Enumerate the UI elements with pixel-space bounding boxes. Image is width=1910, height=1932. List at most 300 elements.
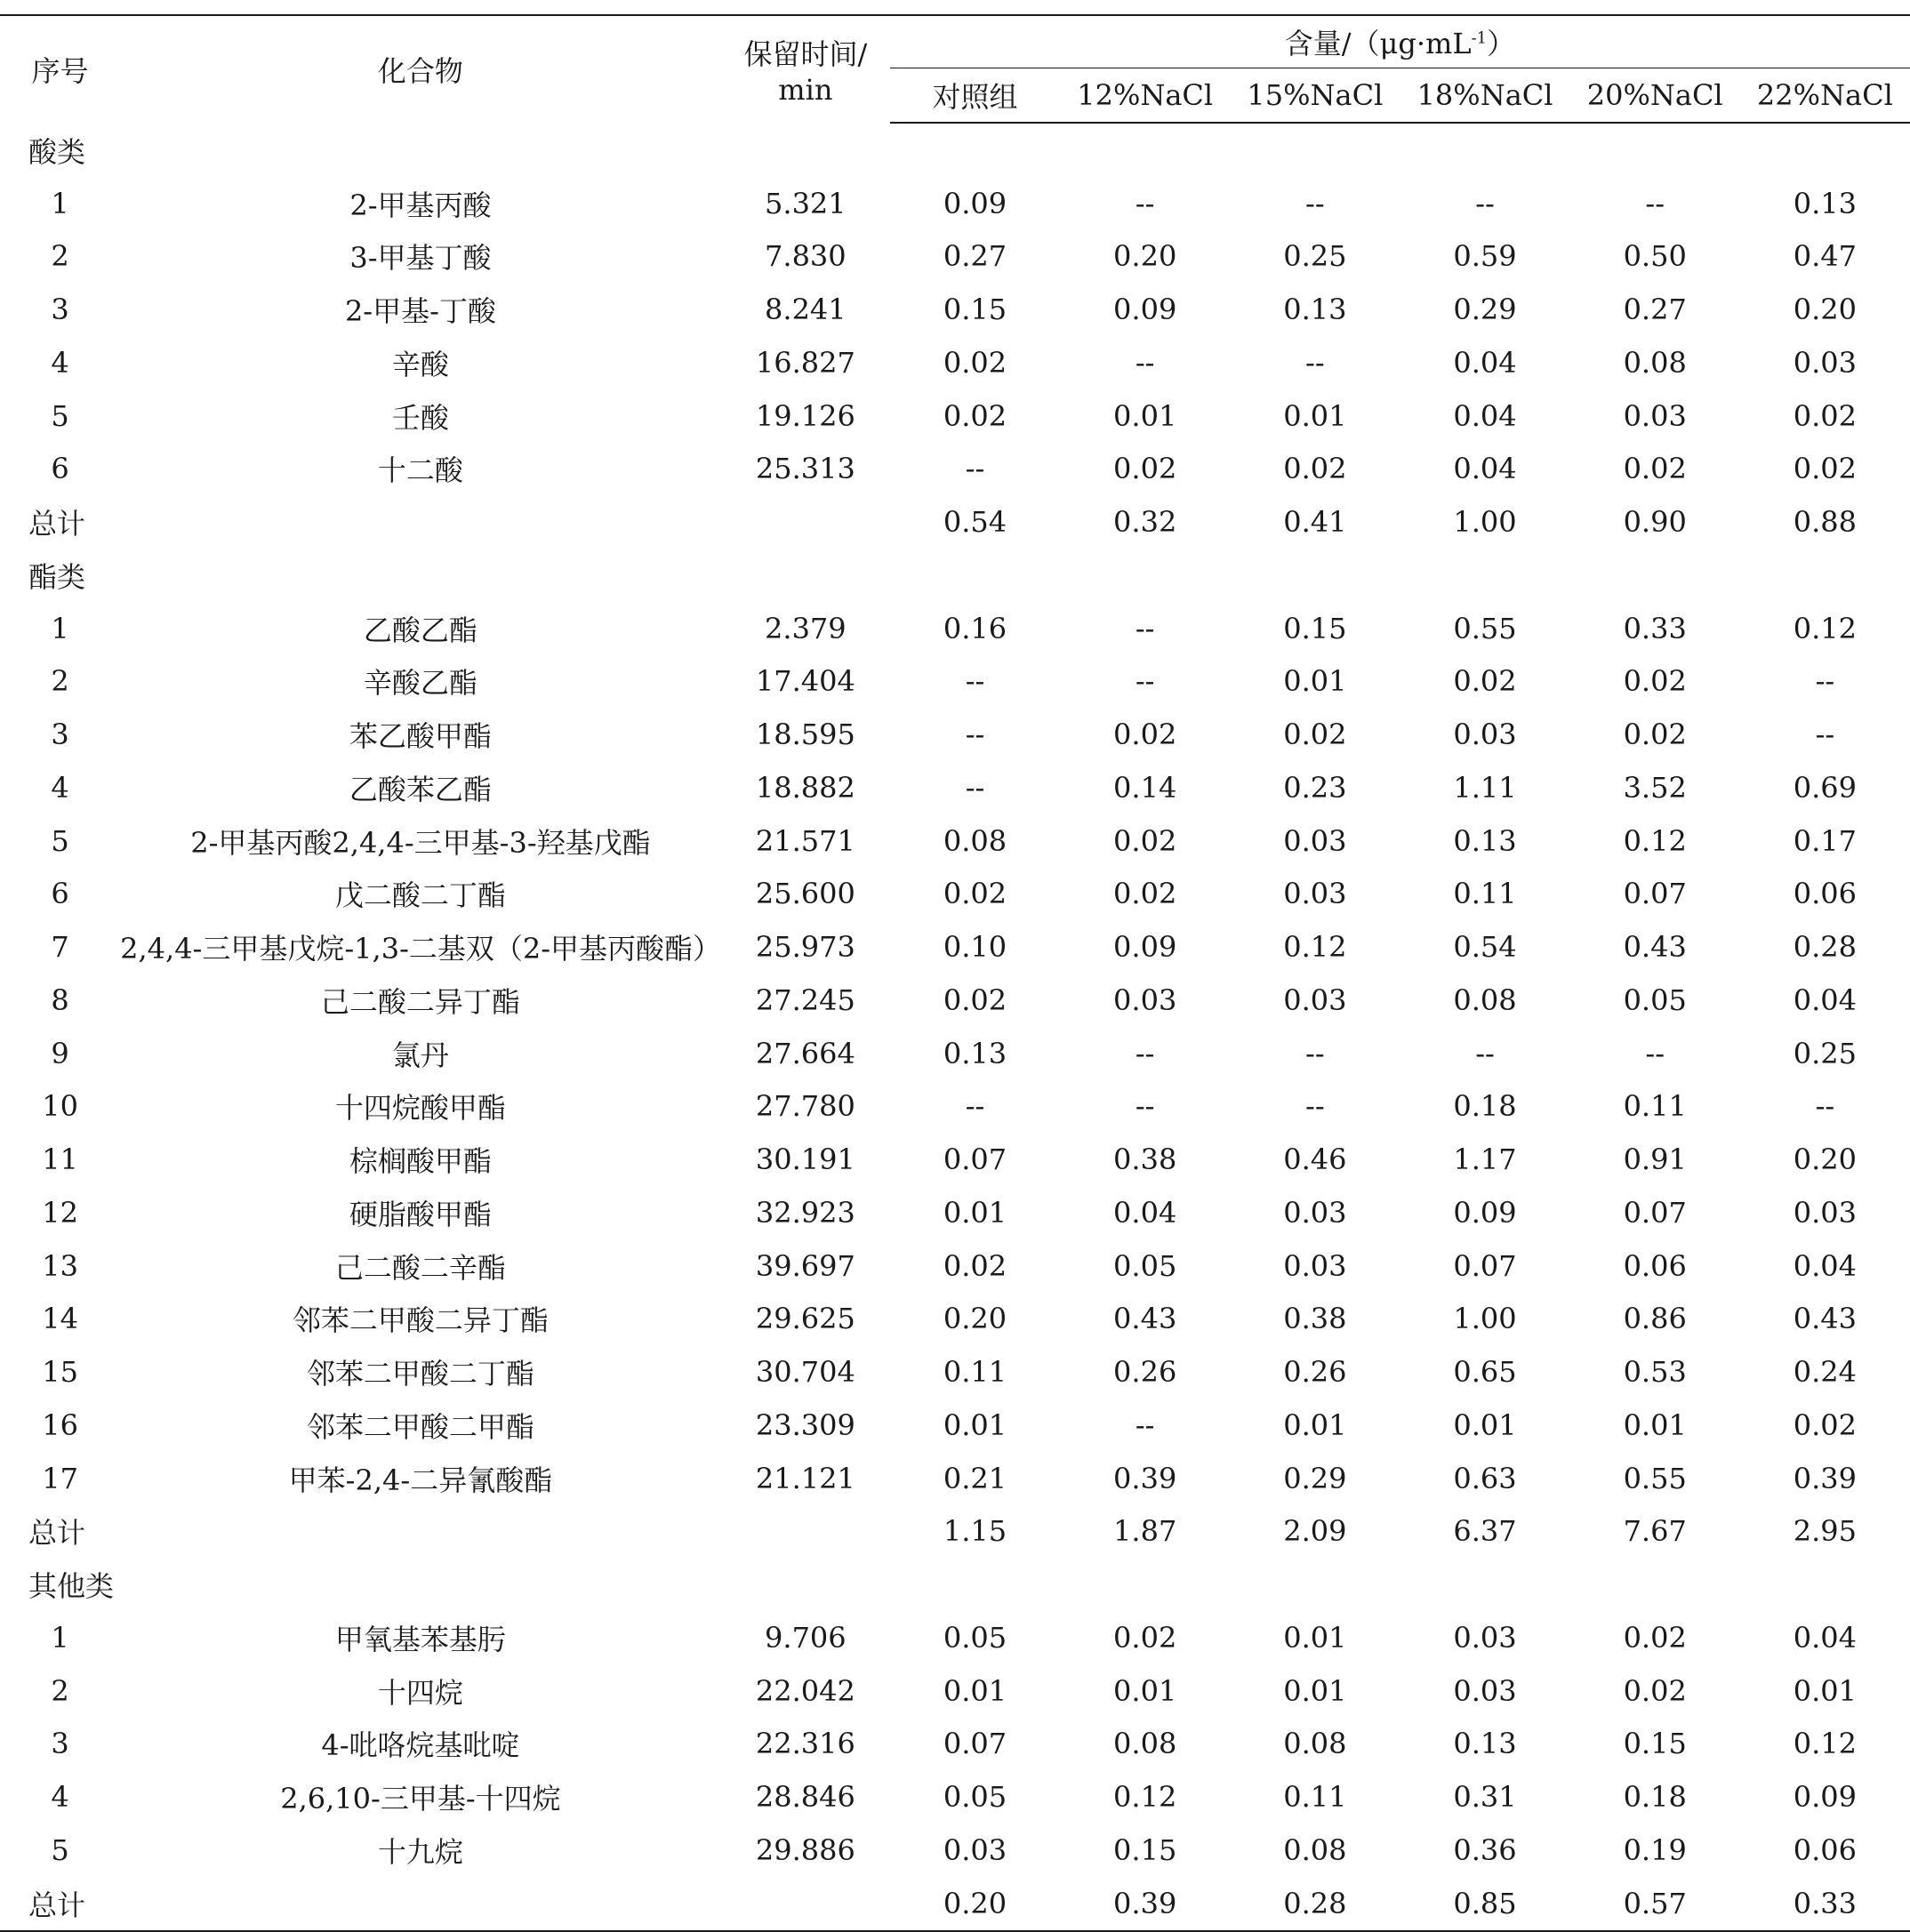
- cell-15nacl: 0.08: [1283, 1832, 1347, 1867]
- cell-control: 0.08: [943, 823, 1007, 858]
- total-empty: [120, 1505, 721, 1559]
- cell-compound: 氯丹: [391, 1038, 449, 1072]
- cell-index: 5: [51, 398, 69, 433]
- cell-retention-time: 39.697: [755, 1248, 855, 1283]
- cell-22nacl: 0.43: [1793, 1302, 1858, 1336]
- cell-15nacl: 0.38: [1283, 1302, 1347, 1336]
- cell-20nacl: 0.33: [1623, 611, 1687, 645]
- cell-18nacl: 0.08: [1453, 982, 1517, 1017]
- cell-index: 11: [42, 1142, 78, 1177]
- cell-15nacl: 0.11: [1283, 1780, 1347, 1815]
- cell-compound: 戊二酸二丁酯: [334, 878, 506, 913]
- cell-index: 6: [51, 877, 69, 911]
- header-content: [890, 15, 1910, 68]
- cell-12nacl: 0.14: [1113, 770, 1177, 805]
- cell-retention-time: 7.830: [765, 239, 847, 274]
- header-col-18nacl: 18%NaCl: [1400, 68, 1569, 124]
- section-title: 酸类: [28, 134, 86, 169]
- header-content-sup: -1: [1471, 28, 1488, 48]
- cell-control: 0.21: [943, 1461, 1007, 1495]
- cell-index: 12: [42, 1195, 78, 1230]
- cell-12nacl: 0.09: [1113, 930, 1177, 965]
- table-row: [0, 1239, 1910, 1293]
- cell-compound: 己二酸二异丁酯: [320, 984, 520, 1019]
- cell-18nacl: 0.09: [1453, 1195, 1517, 1230]
- total-value: 0.57: [1570, 1877, 1740, 1931]
- table-row: [0, 230, 1910, 284]
- cell-12nacl: --: [1135, 664, 1155, 699]
- cell-20nacl: 0.11: [1623, 1089, 1687, 1124]
- cell-retention-time: 9.706: [765, 1620, 847, 1655]
- total-value: 2.09: [1283, 1514, 1347, 1549]
- header-col-control: 对照组: [890, 68, 1060, 124]
- cell-index: 13: [42, 1248, 78, 1283]
- cell-18nacl: 0.03: [1453, 1673, 1517, 1708]
- cell-18nacl: 0.18: [1453, 1089, 1517, 1124]
- cell-18nacl: --: [1475, 1036, 1495, 1070]
- header-content-main: 含量/（μg·mL: [1284, 27, 1472, 60]
- header-col-20nacl: 20%NaCl: [1570, 68, 1740, 124]
- cell-20nacl: 0.50: [1623, 239, 1687, 274]
- total-value: 7.67: [1623, 1514, 1687, 1549]
- section-title: 酯类: [28, 559, 86, 594]
- total-empty: [721, 495, 890, 549]
- cell-control: 0.27: [943, 239, 1007, 274]
- table-row: [0, 1293, 1910, 1346]
- cell-control: 0.02: [943, 982, 1007, 1017]
- cell-20nacl: 0.02: [1623, 1620, 1687, 1655]
- table-row: [0, 814, 1910, 868]
- cell-retention-time: 23.309: [755, 1407, 855, 1442]
- cell-control: 0.01: [943, 1407, 1007, 1442]
- cell-compound: 甲氧基苯基肟: [334, 1622, 506, 1656]
- header-retention-time: [721, 15, 890, 123]
- total-value: 0.33: [1740, 1877, 1910, 1931]
- header-col-22nacl: 22%NaCl: [1740, 68, 1910, 124]
- cell-20nacl: 0.01: [1623, 1407, 1687, 1442]
- cell-12nacl: 0.01: [1113, 1673, 1177, 1708]
- cell-index: 4: [51, 345, 69, 380]
- cell-22nacl: 0.09: [1793, 1780, 1858, 1815]
- cell-15nacl: 0.01: [1283, 1407, 1347, 1442]
- cell-22nacl: 0.20: [1793, 1142, 1858, 1177]
- cell-control: 0.20: [943, 1302, 1007, 1336]
- cell-22nacl: 0.12: [1793, 1727, 1858, 1761]
- table-row: [0, 1133, 1910, 1186]
- cell-18nacl: 0.13: [1453, 823, 1517, 858]
- total-empty: [721, 1877, 890, 1931]
- total-value: 2.95: [1793, 1514, 1858, 1549]
- cell-compound: 2,6,10-三甲基-十四烷: [280, 1782, 561, 1816]
- cell-control: 0.02: [943, 398, 1007, 433]
- cell-index: 9: [51, 1036, 69, 1070]
- cell-retention-time: 25.600: [755, 877, 855, 911]
- header-content-close: ）: [1487, 27, 1516, 60]
- cell-retention-time: 30.704: [755, 1355, 855, 1390]
- table-row: [0, 655, 1910, 709]
- table-row: [0, 336, 1910, 389]
- table-row: [0, 177, 1910, 230]
- header-index: 序号: [0, 15, 120, 123]
- cell-22nacl: 0.39: [1793, 1461, 1858, 1495]
- cell-12nacl: 0.02: [1113, 877, 1177, 911]
- cell-20nacl: 0.43: [1623, 930, 1687, 965]
- cell-index: 2: [51, 1673, 69, 1708]
- total-value: 0.28: [1230, 1877, 1400, 1931]
- cell-index: 14: [42, 1302, 78, 1336]
- cell-20nacl: 0.86: [1623, 1302, 1687, 1336]
- cell-20nacl: --: [1645, 186, 1665, 220]
- cell-index: 4: [51, 770, 69, 805]
- cell-compound: 辛酸: [391, 347, 449, 381]
- cell-control: 0.02: [943, 877, 1007, 911]
- cell-18nacl: 1.11: [1453, 770, 1517, 805]
- cell-index: 10: [42, 1089, 78, 1124]
- cell-compound: 3-甲基丁酸: [349, 241, 492, 276]
- cell-compound: 2-甲基丙酸2,4,4-三甲基-3-羟基戊酯: [190, 825, 651, 860]
- cell-compound: 苯乙酸甲酯: [349, 719, 492, 754]
- cell-22nacl: --: [1815, 664, 1835, 699]
- cell-control: 0.02: [943, 345, 1007, 380]
- cell-22nacl: 0.13: [1793, 186, 1858, 220]
- cell-18nacl: 0.04: [1453, 345, 1517, 380]
- cell-20nacl: 0.05: [1623, 982, 1687, 1017]
- cell-18nacl: 0.04: [1453, 398, 1517, 433]
- cell-20nacl: 0.07: [1623, 1195, 1687, 1230]
- cell-22nacl: 0.24: [1793, 1355, 1858, 1390]
- cell-retention-time: 22.316: [755, 1727, 855, 1761]
- header-retention-time-line2: min: [778, 73, 833, 107]
- cell-22nacl: 0.20: [1793, 293, 1858, 327]
- section-row: [0, 123, 1910, 177]
- cell-compound: 硬脂酸甲酯: [349, 1197, 492, 1231]
- cell-retention-time: 29.886: [755, 1832, 855, 1867]
- cell-18nacl: 0.31: [1453, 1780, 1517, 1815]
- cell-15nacl: 0.29: [1283, 1461, 1347, 1495]
- cell-20nacl: 0.03: [1623, 398, 1687, 433]
- total-label: 总计: [28, 507, 86, 541]
- table-row: [0, 1186, 1910, 1239]
- cell-20nacl: 0.07: [1623, 877, 1687, 911]
- cell-retention-time: 18.882: [755, 770, 855, 805]
- cell-retention-time: 25.973: [755, 930, 855, 965]
- cell-control: --: [965, 770, 985, 805]
- table-row: [0, 1611, 1910, 1664]
- cell-22nacl: 0.01: [1793, 1673, 1858, 1708]
- cell-18nacl: 0.29: [1453, 293, 1517, 327]
- cell-18nacl: 0.59: [1453, 239, 1517, 274]
- header-retention-time-line1: 保留时间/: [743, 37, 868, 71]
- total-value: 0.39: [1060, 1877, 1230, 1931]
- cell-compound: 邻苯二甲酸二丁酯: [306, 1357, 534, 1391]
- cell-compound: 2-甲基-丁酸: [344, 294, 496, 329]
- total-empty: [120, 1877, 721, 1931]
- cell-15nacl: --: [1305, 1036, 1325, 1070]
- cell-index: 6: [51, 452, 69, 486]
- table-row: [0, 708, 1910, 761]
- total-row: [0, 1505, 1910, 1559]
- cell-22nacl: 0.28: [1793, 930, 1858, 965]
- cell-12nacl: 0.08: [1113, 1727, 1177, 1761]
- cell-20nacl: 0.53: [1623, 1355, 1687, 1390]
- cell-18nacl: 0.03: [1453, 717, 1517, 752]
- cell-retention-time: 28.846: [755, 1780, 855, 1815]
- cell-retention-time: 8.241: [765, 293, 847, 327]
- total-value: 1.00: [1453, 505, 1517, 540]
- cell-15nacl: 0.03: [1283, 982, 1347, 1017]
- cell-control: --: [965, 717, 985, 752]
- table-row: [0, 868, 1910, 921]
- table-row: [0, 1718, 1910, 1771]
- cell-control: 0.13: [943, 1036, 1007, 1070]
- cell-index: 2: [51, 239, 69, 274]
- total-value: 1.15: [943, 1514, 1007, 1549]
- cell-compound: 乙酸乙酯: [363, 613, 478, 647]
- section-title: 其他类: [28, 1569, 115, 1604]
- cell-22nacl: 0.04: [1793, 1248, 1858, 1283]
- cell-15nacl: --: [1305, 186, 1325, 220]
- cell-index: 3: [51, 1727, 69, 1761]
- cell-15nacl: 0.01: [1283, 664, 1347, 699]
- cell-20nacl: 0.15: [1623, 1727, 1687, 1761]
- cell-control: 0.07: [943, 1142, 1007, 1177]
- total-value: 0.54: [943, 505, 1007, 540]
- cell-compound: 2-甲基丙酸: [349, 188, 492, 222]
- cell-index: 8: [51, 982, 69, 1017]
- table-row: [0, 1345, 1910, 1399]
- cell-15nacl: 0.15: [1283, 611, 1347, 645]
- cell-15nacl: 0.03: [1283, 877, 1347, 911]
- cell-12nacl: 0.26: [1113, 1355, 1177, 1390]
- cell-retention-time: 5.321: [765, 186, 847, 220]
- header-compound: 化合物: [120, 15, 721, 123]
- table-row: [0, 1664, 1910, 1718]
- cell-compound: 己二酸二辛酯: [334, 1250, 506, 1285]
- cell-20nacl: 0.02: [1623, 452, 1687, 486]
- cell-12nacl: --: [1135, 611, 1155, 645]
- cell-15nacl: 0.25: [1283, 239, 1347, 274]
- cell-18nacl: 0.02: [1453, 664, 1517, 699]
- cell-22nacl: 0.04: [1793, 1620, 1858, 1655]
- cell-15nacl: 0.02: [1283, 717, 1347, 752]
- cell-index: 1: [51, 611, 69, 645]
- cell-12nacl: 0.02: [1113, 1620, 1177, 1655]
- cell-control: --: [965, 1089, 985, 1124]
- cell-15nacl: --: [1305, 1089, 1325, 1124]
- cell-15nacl: 0.26: [1283, 1355, 1347, 1390]
- cell-20nacl: 0.12: [1623, 823, 1687, 858]
- cell-index: 1: [51, 1620, 69, 1655]
- table-row: [0, 1770, 1910, 1824]
- cell-20nacl: 0.06: [1623, 1248, 1687, 1283]
- cell-15nacl: 0.12: [1283, 930, 1347, 965]
- cell-index: 17: [42, 1461, 78, 1495]
- cell-18nacl: 0.63: [1453, 1461, 1517, 1495]
- cell-control: 0.10: [943, 930, 1007, 965]
- cell-retention-time: 19.126: [755, 398, 855, 433]
- cell-15nacl: 0.03: [1283, 1248, 1347, 1283]
- cell-15nacl: 0.23: [1283, 770, 1347, 805]
- table-header: [0, 15, 1910, 123]
- cell-15nacl: 0.08: [1283, 1727, 1347, 1761]
- table-row: [0, 920, 1910, 974]
- cell-control: 0.07: [943, 1727, 1007, 1761]
- cell-18nacl: 0.03: [1453, 1620, 1517, 1655]
- cell-12nacl: 0.02: [1113, 452, 1177, 486]
- cell-20nacl: 0.08: [1623, 345, 1687, 380]
- cell-22nacl: --: [1815, 717, 1835, 752]
- total-empty: [120, 495, 721, 549]
- cell-12nacl: 0.04: [1113, 1195, 1177, 1230]
- cell-compound: 辛酸乙酯: [363, 666, 478, 701]
- cell-control: 0.05: [943, 1620, 1007, 1655]
- total-value: 0.90: [1623, 505, 1687, 540]
- cell-12nacl: 0.15: [1113, 1832, 1177, 1867]
- cell-compound: 2,4,4-三甲基戊烷-1,3-二基双（2-甲基丙酸酯）: [120, 932, 722, 966]
- table-row: [0, 602, 1910, 655]
- cell-12nacl: 0.09: [1113, 293, 1177, 327]
- cell-18nacl: 0.01: [1453, 1407, 1517, 1442]
- cell-22nacl: 0.03: [1793, 345, 1858, 380]
- cell-22nacl: 0.06: [1793, 877, 1858, 911]
- cell-18nacl: 0.04: [1453, 452, 1517, 486]
- total-value: 0.32: [1113, 505, 1177, 540]
- cell-12nacl: --: [1135, 1407, 1155, 1442]
- cell-18nacl: 0.54: [1453, 930, 1517, 965]
- table-body: [0, 123, 1910, 1931]
- cell-compound: 邻苯二甲酸二异丁酯: [292, 1303, 549, 1338]
- cell-12nacl: 0.12: [1113, 1780, 1177, 1815]
- table-row: [0, 389, 1910, 443]
- cell-12nacl: 0.02: [1113, 823, 1177, 858]
- total-value: 0.88: [1793, 505, 1858, 540]
- cell-index: 15: [42, 1355, 78, 1390]
- cell-retention-time: 32.923: [755, 1195, 855, 1230]
- total-row: [0, 1877, 1910, 1931]
- cell-12nacl: --: [1135, 186, 1155, 220]
- cell-22nacl: 0.25: [1793, 1036, 1858, 1070]
- cell-control: 0.02: [943, 1248, 1007, 1283]
- cell-retention-time: 27.780: [755, 1089, 855, 1124]
- cell-index: 1: [51, 186, 69, 220]
- cell-18nacl: 1.17: [1453, 1142, 1517, 1177]
- cell-12nacl: --: [1135, 1036, 1155, 1070]
- cell-22nacl: 0.04: [1793, 982, 1858, 1017]
- total-label: 总计: [0, 1877, 120, 1931]
- cell-12nacl: 0.02: [1113, 717, 1177, 752]
- total-value: 0.85: [1400, 1877, 1569, 1931]
- table-row: [0, 283, 1910, 336]
- cell-18nacl: 0.11: [1453, 877, 1517, 911]
- cell-index: 3: [51, 717, 69, 752]
- cell-control: 0.01: [943, 1673, 1007, 1708]
- cell-22nacl: 0.47: [1793, 239, 1858, 274]
- cell-retention-time: 2.379: [765, 611, 847, 645]
- total-value: 0.20: [890, 1877, 1060, 1931]
- cell-12nacl: 0.20: [1113, 239, 1177, 274]
- table-row: [0, 761, 1910, 814]
- cell-22nacl: 0.06: [1793, 1832, 1858, 1867]
- cell-control: 0.01: [943, 1195, 1007, 1230]
- cell-12nacl: 0.43: [1113, 1302, 1177, 1336]
- cell-compound: 乙酸苯乙酯: [349, 772, 492, 806]
- table-row: [0, 974, 1910, 1027]
- cell-15nacl: 0.03: [1283, 823, 1347, 858]
- cell-index: 2: [51, 664, 69, 699]
- cell-compound: 十四烷酸甲酯: [334, 1091, 506, 1126]
- cell-18nacl: 0.13: [1453, 1727, 1517, 1761]
- cell-15nacl: 0.03: [1283, 1195, 1347, 1230]
- cell-18nacl: 1.00: [1453, 1302, 1517, 1336]
- section-row: [0, 549, 1910, 602]
- cell-20nacl: 0.18: [1623, 1780, 1687, 1815]
- cell-15nacl: 0.46: [1283, 1142, 1347, 1177]
- total-value: 6.37: [1453, 1514, 1517, 1549]
- cell-15nacl: --: [1305, 345, 1325, 380]
- table-row: [0, 443, 1910, 496]
- cell-retention-time: 27.664: [755, 1036, 855, 1070]
- cell-retention-time: 21.571: [755, 823, 855, 858]
- cell-20nacl: 0.02: [1623, 664, 1687, 699]
- header-col-15nacl: 15%NaCl: [1230, 68, 1400, 124]
- cell-retention-time: 21.121: [755, 1461, 855, 1495]
- cell-18nacl: 0.36: [1453, 1832, 1517, 1867]
- compound-content-table: [0, 14, 1910, 1932]
- cell-compound: 4-吡咯烷基吡啶: [321, 1728, 520, 1763]
- total-label: 总计: [28, 1516, 86, 1551]
- cell-20nacl: 0.27: [1623, 293, 1687, 327]
- cell-20nacl: 0.91: [1623, 1142, 1687, 1177]
- cell-12nacl: 0.05: [1113, 1248, 1177, 1283]
- cell-20nacl: 0.19: [1623, 1832, 1687, 1867]
- cell-20nacl: 0.55: [1623, 1461, 1687, 1495]
- cell-22nacl: 0.02: [1793, 1407, 1858, 1442]
- cell-12nacl: --: [1135, 1089, 1155, 1124]
- cell-control: 0.03: [943, 1832, 1007, 1867]
- cell-control: --: [965, 664, 985, 699]
- cell-retention-time: 30.191: [755, 1142, 855, 1177]
- cell-retention-time: 18.595: [755, 717, 855, 752]
- cell-15nacl: 0.02: [1283, 452, 1347, 486]
- cell-12nacl: 0.03: [1113, 982, 1177, 1017]
- cell-20nacl: 0.02: [1623, 1673, 1687, 1708]
- cell-compound: 棕榈酸甲酯: [349, 1144, 492, 1179]
- cell-12nacl: 0.38: [1113, 1142, 1177, 1177]
- cell-22nacl: 0.03: [1793, 1195, 1858, 1230]
- cell-compound: 邻苯二甲酸二甲酯: [306, 1409, 534, 1444]
- cell-index: 5: [51, 1832, 69, 1867]
- cell-retention-time: 22.042: [755, 1673, 855, 1708]
- cell-20nacl: 3.52: [1623, 770, 1687, 805]
- cell-control: --: [965, 452, 985, 486]
- cell-22nacl: 0.69: [1793, 770, 1858, 805]
- cell-15nacl: 0.13: [1283, 293, 1347, 327]
- cell-20nacl: --: [1645, 1036, 1665, 1070]
- cell-index: 7: [51, 930, 69, 965]
- total-empty: [721, 1505, 890, 1559]
- table-row: [0, 1824, 1910, 1877]
- cell-22nacl: 0.02: [1793, 452, 1858, 486]
- total-row: [0, 495, 1910, 549]
- cell-18nacl: 0.07: [1453, 1248, 1517, 1283]
- header-col-12nacl: 12%NaCl: [1060, 68, 1230, 124]
- cell-18nacl: 0.65: [1453, 1355, 1517, 1390]
- cell-15nacl: 0.01: [1283, 1673, 1347, 1708]
- cell-22nacl: 0.17: [1793, 823, 1858, 858]
- cell-retention-time: 25.313: [755, 452, 855, 486]
- cell-18nacl: --: [1475, 186, 1495, 220]
- cell-control: 0.11: [943, 1355, 1007, 1390]
